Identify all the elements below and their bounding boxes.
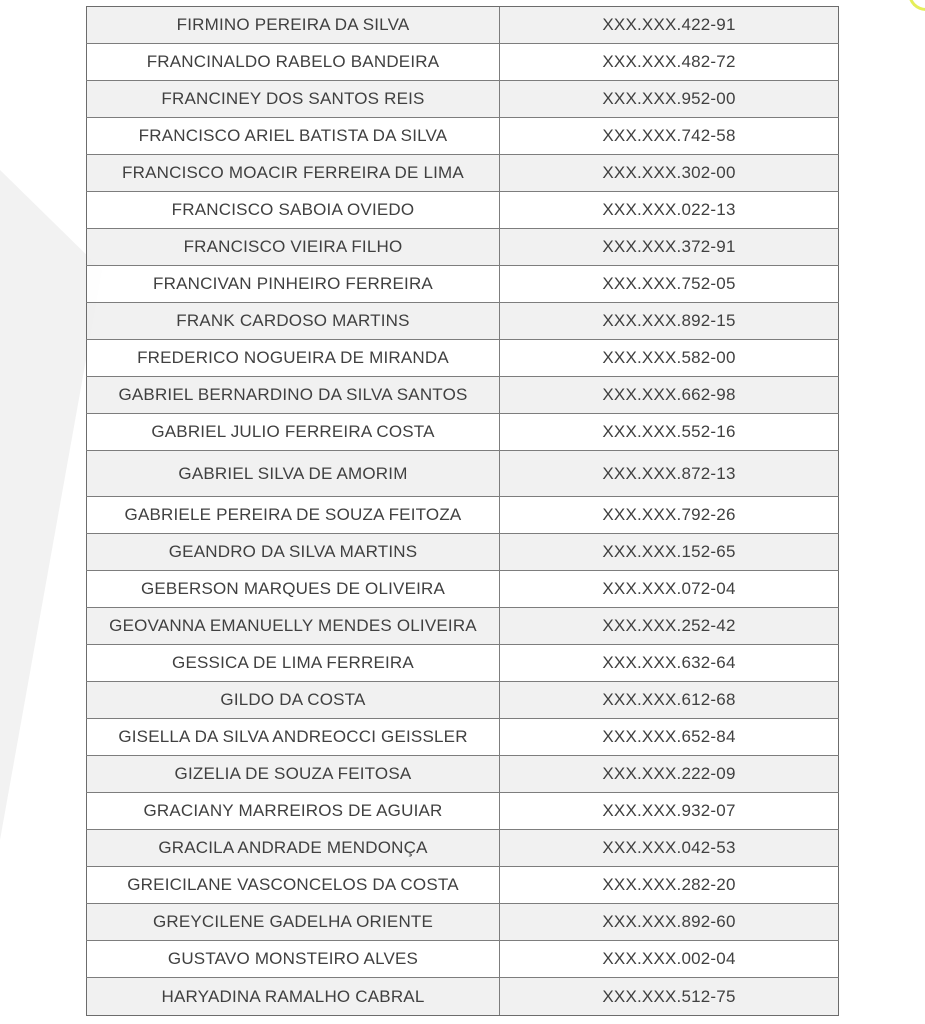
name-cell: GILDO DA COSTA bbox=[86, 682, 500, 718]
cpf-cell: XXX.XXX.892-15 bbox=[500, 303, 839, 339]
name-cell: GABRIEL JULIO FERREIRA COSTA bbox=[86, 414, 500, 450]
cpf-cell: XXX.XXX.372-91 bbox=[500, 229, 839, 265]
cpf-cell: XXX.XXX.892-60 bbox=[500, 904, 839, 940]
cpf-cell: XXX.XXX.792-26 bbox=[500, 497, 839, 533]
table-row bbox=[86, 756, 839, 793]
table-row bbox=[86, 941, 839, 978]
name-cell: FRANCIVAN PINHEIRO FERREIRA bbox=[86, 266, 500, 302]
table-row bbox=[86, 414, 839, 451]
cpf-cell: XXX.XXX.662-98 bbox=[500, 377, 839, 413]
name-cell: GIZELIA DE SOUZA FEITOSA bbox=[86, 756, 500, 792]
cpf-cell: XXX.XXX.422-91 bbox=[500, 7, 839, 43]
cpf-cell: XXX.XXX.952-00 bbox=[500, 81, 839, 117]
name-cell: FRANCINEY DOS SANTOS REIS bbox=[86, 81, 500, 117]
name-cell: FRANK CARDOSO MARTINS bbox=[86, 303, 500, 339]
table-row bbox=[86, 830, 839, 867]
name-cell: GEANDRO DA SILVA MARTINS bbox=[86, 534, 500, 570]
cpf-cell: XXX.XXX.282-20 bbox=[500, 867, 839, 903]
cpf-cell: XXX.XXX.582-00 bbox=[500, 340, 839, 376]
table-row bbox=[86, 534, 839, 571]
cpf-cell: XXX.XXX.222-09 bbox=[500, 756, 839, 792]
name-cell: FRANCISCO MOACIR FERREIRA DE LIMA bbox=[86, 155, 500, 191]
table-row bbox=[86, 904, 839, 941]
name-cell: GESSICA DE LIMA FERREIRA bbox=[86, 645, 500, 681]
cpf-cell: XXX.XXX.742-58 bbox=[500, 118, 839, 154]
table-row bbox=[86, 793, 839, 830]
cpf-cell: XXX.XXX.302-00 bbox=[500, 155, 839, 191]
cpf-table bbox=[86, 6, 839, 1016]
table-row bbox=[86, 118, 839, 155]
cpf-cell: XXX.XXX.022-13 bbox=[500, 192, 839, 228]
cpf-cell: XXX.XXX.042-53 bbox=[500, 830, 839, 866]
table-row bbox=[86, 7, 839, 44]
table-row bbox=[86, 266, 839, 303]
name-cell: GEBERSON MARQUES DE OLIVEIRA bbox=[86, 571, 500, 607]
name-cell: FIRMINO PEREIRA DA SILVA bbox=[86, 7, 500, 43]
name-cell: HARYADINA RAMALHO CABRAL bbox=[86, 978, 500, 1015]
name-cell: FRANCISCO ARIEL BATISTA DA SILVA bbox=[86, 118, 500, 154]
name-cell: GRACIANY MARREIROS DE AGUIAR bbox=[86, 793, 500, 829]
cpf-cell: XXX.XXX.632-64 bbox=[500, 645, 839, 681]
cpf-cell: XXX.XXX.252-42 bbox=[500, 608, 839, 644]
cpf-cell: XXX.XXX.612-68 bbox=[500, 682, 839, 718]
cpf-cell: XXX.XXX.752-05 bbox=[500, 266, 839, 302]
cpf-cell: XXX.XXX.512-75 bbox=[500, 978, 839, 1015]
table-row bbox=[86, 867, 839, 904]
table-row bbox=[86, 571, 839, 608]
table-row bbox=[86, 682, 839, 719]
name-cell: FREDERICO NOGUEIRA DE MIRANDA bbox=[86, 340, 500, 376]
table-row bbox=[86, 44, 839, 81]
cpf-cell: XXX.XXX.072-04 bbox=[500, 571, 839, 607]
name-cell: GRACILA ANDRADE MENDONÇA bbox=[86, 830, 500, 866]
cpf-cell: XXX.XXX.932-07 bbox=[500, 793, 839, 829]
table-row bbox=[86, 719, 839, 756]
name-cell: FRANCINALDO RABELO BANDEIRA bbox=[86, 44, 500, 80]
table-row bbox=[86, 229, 839, 266]
name-cell: GREYCILENE GADELHA ORIENTE bbox=[86, 904, 500, 940]
table-row bbox=[86, 192, 839, 229]
name-cell: GABRIEL BERNARDINO DA SILVA SANTOS bbox=[86, 377, 500, 413]
name-cell: FRANCISCO VIEIRA FILHO bbox=[86, 229, 500, 265]
table-row bbox=[86, 451, 839, 497]
table-row bbox=[86, 497, 839, 534]
name-cell: GISELLA DA SILVA ANDREOCCI GEISSLER bbox=[86, 719, 500, 755]
name-cell: GUSTAVO MONSTEIRO ALVES bbox=[86, 941, 500, 977]
name-cell: FRANCISCO SABOIA OVIEDO bbox=[86, 192, 500, 228]
name-cell: GABRIELE PEREIRA DE SOUZA FEITOZA bbox=[86, 497, 500, 533]
table-row bbox=[86, 645, 839, 682]
table-row bbox=[86, 608, 839, 645]
cpf-cell: XXX.XXX.552-16 bbox=[500, 414, 839, 450]
table-row bbox=[86, 978, 839, 1015]
cpf-cell: XXX.XXX.002-04 bbox=[500, 941, 839, 977]
cpf-cell: XXX.XXX.152-65 bbox=[500, 534, 839, 570]
table-row bbox=[86, 155, 839, 192]
name-cell: GREICILANE VASCONCELOS DA COSTA bbox=[86, 867, 500, 903]
table-row bbox=[86, 377, 839, 414]
table-row bbox=[86, 340, 839, 377]
name-cell: GABRIEL SILVA DE AMORIM bbox=[86, 451, 500, 496]
table-row bbox=[86, 81, 839, 118]
name-cell: GEOVANNA EMANUELLY MENDES OLIVEIRA bbox=[86, 608, 500, 644]
cpf-cell: XXX.XXX.482-72 bbox=[500, 44, 839, 80]
table-row bbox=[86, 303, 839, 340]
cpf-cell: XXX.XXX.872-13 bbox=[500, 451, 839, 496]
cpf-cell: XXX.XXX.652-84 bbox=[500, 719, 839, 755]
